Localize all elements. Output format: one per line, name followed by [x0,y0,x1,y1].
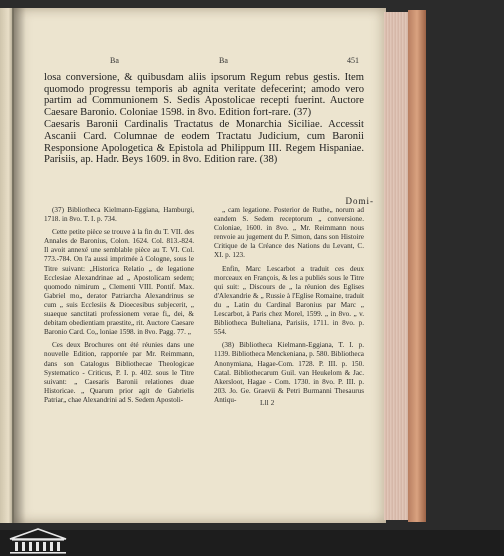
spine-shadow [12,8,26,523]
footnote-paragraph: (38) Bibliotheca Kielmann-Eggiana, T. I. p. 1139. Bibliotheca Menckeniana, p. 580. Bibliotheca Anonymiana, Hagae-Com. 1728. P. III. p. 150. Catal. Bibliothecarum Guil. van Heukelom & Jac. Akersloot, Hagae - Com. 1730. in 8vo. P. III. p. 203. Jo. Ge. Graevii & Petri Burmanni Thesaurus Antiqu- [214,341,364,404]
page-block-edge [384,12,410,520]
entry-38: Caesaris Baronii Cardinalis Tractatus de Monarchia Siciliae. Accessit Ascanii Card. Columnae de eodem Tractatu Judicium, cum Baronii Responsione Apologetica & Epistola ad Philippum III. Regem Hispaniae. Parisiis, ap. Hadr. Beys 1609. in 8vo. Edition rare. (38) [44,119,364,166]
entry-37: losa conversione, & quibusdam aliis ipsorum Regum rebus gestis. Item quomodo progressu temporis ab agnita veritate defecerint; amodo vero partim ad Communionem S. Sedis Apostolicae recepti fuerint. Auctore Caesare Baronio. Coloniae 1598. in 8vo. Edition fort-rare. (37) [44,72,364,118]
page-number: 451 [347,56,359,65]
running-header [14,56,386,70]
book-page [14,8,386,523]
main-entries [44,72,364,167]
footnote-paragraph: Ces deux Brochures ont été réunies dans une nouvelle Edition, rapportée par Mr. Reimmann, dans son Catalogus Bibliothecae Theologicae Systematico - Criticus, P. I. p. 402. sous le Titre suivant: „ Caesaris Baronii relationes duae Historicae. „ Quarum prior agit de Gabrielis Patriar„ chae Alexandrini ad S. Sedem Apostoli- [44,341,194,404]
footnote-paragraph: (37) Bibliotheca Kielmann-Eggiana, Hamburgi, 1718. in 8vo. T. I. p. 734. [44,206,194,224]
footnote-paragraph: Cette petite pièce se trouve à la fin du T. VII. des Annales de Baronius, Colon. 1624. Col. 813.-824. Il avoit annexé une semblable pièce au T. VI. Col. 773.-784. On l'a aussi imprimée à Cologne, sous le Titre suivant: „Historica Relatio „ de legatione Ecclesiae Alexandrinae ad „ Apostolicam sedem; quomodo nimirum „ Clementi VIII. Pontif. Max. Gabriel mo„ derator Patriarcha Alexandrinus se cum „ suis Ecclesiis & Dioecesibus subjecerit, „ suaeque sanctitati professionem verae fi„ dei, & debitam obedientiam praestite„ rit. Auctore Caesare Baronio Card. Co„ loniae 1598. in 8vo. Pagg. 77. „ [44,228,194,337]
header-left: Ba [110,56,119,65]
footnote-paragraph: „ cam legatione. Posterior de Ruthe„ norum ad eandem S. Sedem receptorum „ conversione. Coloniae, 1600. in 8vo. „ Mr. Reimmann nous renvoie au jugement du P. Simon, dans son Histoire Critique de la Créance des Nations du Levant, C. XI. p. 123. [214,206,364,260]
book-cover-edge [408,10,426,522]
library-logo-icon [4,527,72,555]
signature-mark: Lll 2 [260,398,275,407]
catchword: Domi- [345,196,374,206]
viewer-bottom-bar [0,530,504,556]
footnote-paragraph: Enfin, Marc Lescarbot a traduit ces deux morceaux en François, & les a publiés sous le Titre qui suit: „ Discours de „ la réunion des Eglises d'Alexandrie & „ Russie à l'Eglise Romaine, traduit du „ Latin du Cardinal Baronius par Marc „ Lescarbot, à Paris chez Morel, 1599. „ in 8vo. „ v. Bibliotheca Bulteliana, Parisiis, 1711. in 8vo. p. 554. [214,264,364,337]
header-mid: Ba [219,56,228,65]
footnote-column-left [44,206,194,409]
footnote-column-right [214,206,364,409]
